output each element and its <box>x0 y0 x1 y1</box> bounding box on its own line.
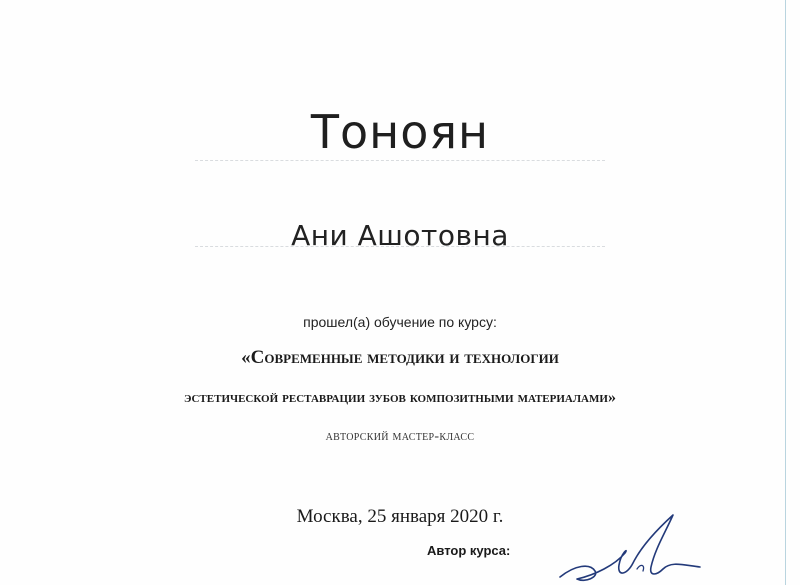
signature-icon <box>555 505 705 585</box>
place-and-date: Москва, 25 января 2020 г. <box>296 506 504 527</box>
completion-statement: прошел(а) обучение по курсу: <box>303 314 497 330</box>
frame-border <box>785 0 786 585</box>
course-title-line-1: «Современные методики и технологии <box>241 347 559 368</box>
recipient-surname: Тоноян <box>310 105 490 159</box>
recipient-given-names: Ани Ашотовна <box>291 219 509 252</box>
course-type: авторский мастер-класс <box>325 429 475 444</box>
surname-guide-line <box>195 160 605 161</box>
author-label: Автор курса: <box>427 543 511 558</box>
course-title-line-2: эстетической реставрации зубов композитными материалами» <box>184 389 616 406</box>
